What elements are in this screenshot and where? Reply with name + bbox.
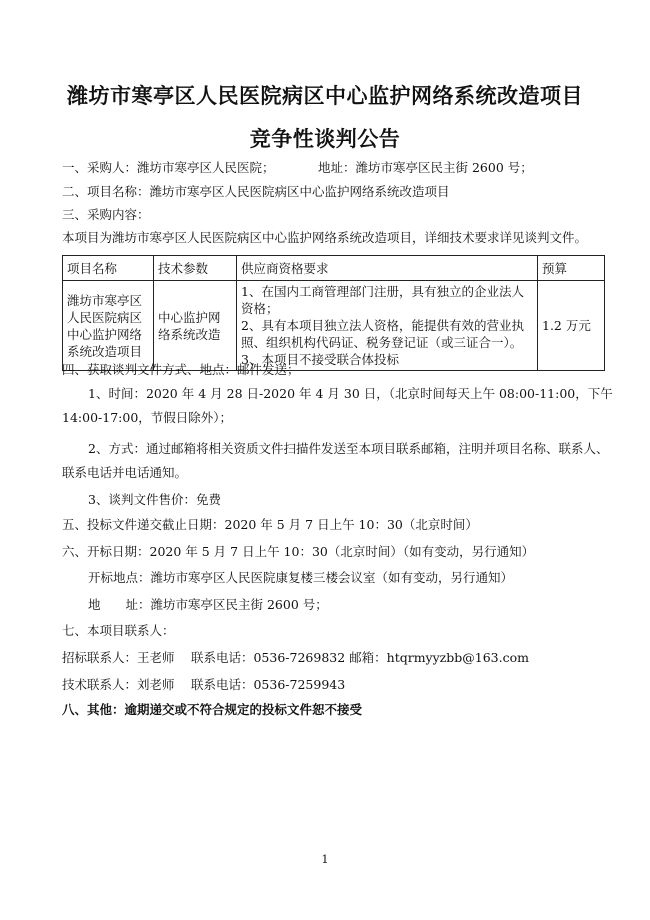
title-line-2: 竞争性谈判公告 bbox=[249, 127, 401, 151]
section-7-heading: 七、本项目联系人： bbox=[62, 623, 175, 638]
requirement-1: 1、在国内工商管理部门注册，具有独立的企业法人资格； bbox=[241, 284, 524, 316]
section-1-address: 地址：潍坊市寒亭区民主街 2600 号； bbox=[318, 160, 533, 175]
section-4-heading: 四、获取谈判文件方式、地点：邮件发送； bbox=[62, 362, 300, 377]
cell-tech-params: 中心监护网络系统改造 bbox=[154, 281, 237, 371]
cell-budget: 1.2 万元 bbox=[538, 281, 605, 371]
section-6-opening-date: 六、开标日期：2020 年 5 月 7 日上午 10：30（北京时间）（如有变动，另行通知） bbox=[62, 544, 535, 559]
section-3-heading: 三、采购内容： bbox=[62, 207, 150, 222]
section-4-price: 3、谈判文件售价：免费 bbox=[88, 492, 221, 507]
table-row bbox=[63, 281, 605, 371]
section-4-time-line-2: 14:00-17:00，节假日除外）； bbox=[62, 410, 233, 425]
title-line-1: 潍坊市寒亭区人民医院病区中心监护网络系统改造项目 bbox=[67, 84, 583, 108]
section-3-description: 本项目为潍坊市寒亭区人民医院病区中心监护网络系统改造项目，详细技术要求详见谈判文件。 bbox=[62, 230, 588, 245]
header-budget: 预算 bbox=[538, 256, 605, 281]
contact-technical: 技术联系人：刘老师 联系电话：0536-7259943 bbox=[62, 677, 346, 692]
cell-supplier-requirements bbox=[237, 281, 538, 371]
requirement-2: 2、具有本项目独立法人资格，能提供有效的营业执照、组织机构代码证、税务登记证（或三证合一）。 bbox=[241, 318, 524, 350]
cell-project-name: 潍坊市寒亭区人民医院病区中心监护网络系统改造项目 bbox=[63, 281, 154, 371]
table-header-row bbox=[63, 256, 605, 281]
section-8-other: 八、其他：逾期递交或不符合规定的投标文件恕不接受 bbox=[62, 702, 363, 717]
header-supplier-requirements: 供应商资格要求 bbox=[237, 256, 538, 281]
header-project-name: 项目名称 bbox=[63, 256, 154, 281]
section-1-purchaser: 一、采购人：潍坊市寒亭区人民医院； bbox=[62, 160, 275, 175]
section-4-method-line-1: 2、方式：通过邮箱将相关资质文件扫描件发送至本项目联系邮箱，注明并项目名称、联系人、 bbox=[88, 441, 609, 456]
page-number: 1 bbox=[321, 853, 329, 866]
section-4-method-line-2: 联系电话并电话通知。 bbox=[62, 465, 188, 480]
section-6-address: 地 址：潍坊市寒亭区民主街 2600 号； bbox=[88, 597, 328, 612]
section-4-time-line-1: 1、时间：2020 年 4 月 28 日-2020 年 4 月 30 日，（北京时间每天上午 08:00-11:00，下午 bbox=[88, 386, 613, 401]
section-2-project-name: 二、项目名称：潍坊市寒亭区人民医院病区中心监护网络系统改造项目 bbox=[62, 184, 450, 199]
section-5-deadline: 五、投标文件递交截止日期：2020 年 5 月 7 日上午 10：30（北京时间） bbox=[62, 517, 478, 532]
requirement-3: 3、本项目不接受联合体投标 bbox=[241, 352, 399, 367]
requirements-table bbox=[62, 255, 605, 371]
section-6-opening-place: 开标地点：潍坊市寒亭区人民医院康复楼三楼会议室（如有变动，另行通知） bbox=[88, 570, 514, 585]
contact-bidding: 招标联系人：王老师 联系电话：0536-7269832 邮箱：htqrmyyzbb@163.com bbox=[62, 650, 529, 665]
header-tech-params: 技术参数 bbox=[154, 256, 237, 281]
